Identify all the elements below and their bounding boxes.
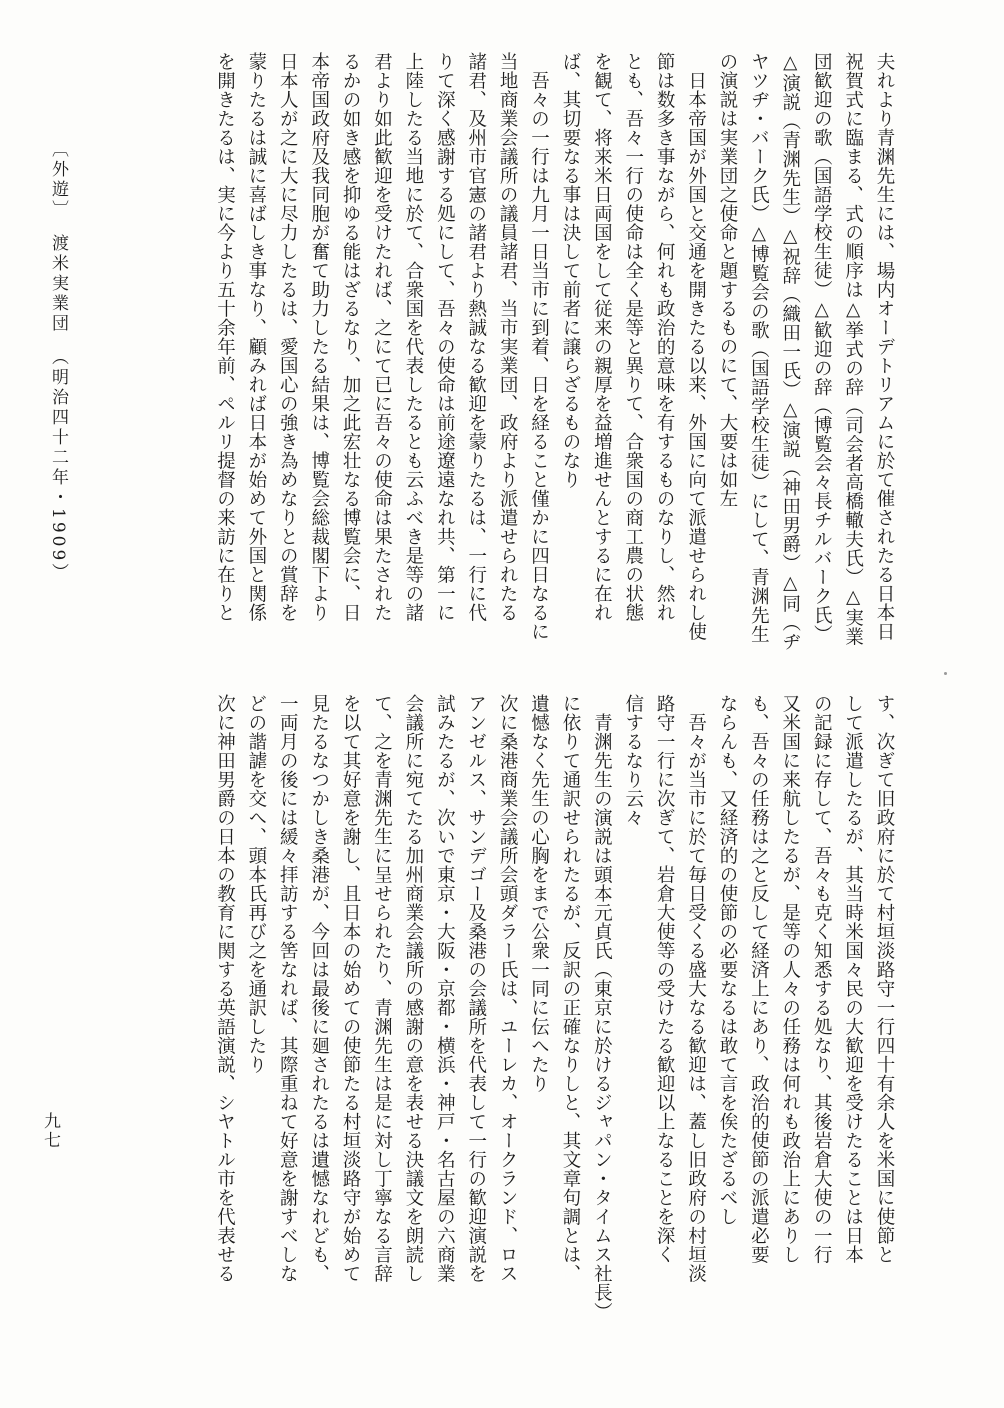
text-line: 上陸したる当地に於て、合衆国を代表したるとも云ふべき是等の諸 <box>402 52 424 622</box>
text-line: アンゼルス、サンデゴー及桑港の会議所を代表して一行の歓迎演説を <box>465 694 487 1283</box>
text-line: 会議所に宛てたる加州商業会議所の感謝の意を表せる決議文を朗読し <box>402 694 424 1283</box>
running-header <box>46 140 71 583</box>
page-number: 九七 <box>40 1112 60 1150</box>
text-line: 当地商業会議所の議員諸君、当市実業団、政府より派遣せられたる <box>497 52 519 622</box>
text-line: 次に桑港商業会議所会頭ダラー氏は、ユーレカ、オークランド、ロス <box>497 694 519 1283</box>
text-line: 又米国に来航したるが、是等の人々の任務は何れも政治上にありし <box>779 694 801 1264</box>
text-line: 蒙りたるは誠に喜ばしき事なり、顧みれば日本が始めて外国と関係 <box>245 52 267 622</box>
text-line: を開きたるは、実に今より五十余年前、ペルリ提督の来訪に在りと <box>214 52 236 622</box>
text-line: 吾々の一行は九月一日当市に到着、日を経ること僅かに四日なるに <box>528 52 550 641</box>
text-line: 祝賀式に臨まる、式の順序は△挙式の辞（司会者高橋轍夫氏）△実業 <box>842 52 864 646</box>
text-line: 見たるなつかしき桑港が、今回は最後に廻されたるは遺憾なれども、 <box>308 694 330 1283</box>
text-line: ヤツヂ・バーク氏）△博覧会の歌（国語学校生徒）にして、青渊先生 <box>748 52 770 644</box>
text-line: 諸君、及州市官憲の諸君より熱誠なる歓迎を蒙りたるは、一行に代 <box>465 52 487 622</box>
text-line: ならんも、又経済的の使節の必要なるは敢て言を俟たざるべし <box>716 694 738 1226</box>
lower-text-block <box>209 694 900 1324</box>
text-line: 君より如此歓迎を受けたれば、之にて已に吾々の使命は果たされた <box>371 52 393 622</box>
text-line: 青渊先生の演説は頭本元貞氏（東京に於けるジャパン・タイムス社長） <box>591 694 613 1321</box>
text-line: 一両月の後には緩々拝訪する筈なれば、其際重ねて好意を謝すべしな <box>277 694 299 1283</box>
text-line: の記録に存して、吾々も克く知悉する処なり、其後岩倉大使の一行 <box>811 694 833 1264</box>
chapter-title: 渡米実業団 <box>48 234 68 334</box>
text-line: どの諧謔を交へ、頭本氏再び之を通訳したり <box>245 694 267 1074</box>
text-line: 試みたるが、次いで東京・大阪・京都・横浜・神戸・名古屋の六商業 <box>434 694 456 1283</box>
text-line: 団歓迎の歌（国語学校生徒）△歓迎の辞（博覧会々長チルバーク氏） <box>811 52 833 644</box>
text-line: 遺憾なく先生の心胸をまで公衆一同に伝へたり <box>528 694 550 1093</box>
section-label: 〔外遊〕 <box>48 140 68 220</box>
text-line: て、之を青渊先生に呈せられたり、青渊先生は是に対し丁寧なる言辞 <box>371 694 393 1283</box>
text-line: とも、吾々一行の使命は全く是等と異りて、合衆国の商工農の状態 <box>622 52 644 622</box>
era-label: （明治四十二年・1909） <box>48 348 68 584</box>
text-line: 吾々が当市に於て毎日受くる盛大なる歓迎は、蓋し旧政府の村垣淡 <box>685 694 707 1283</box>
text-line: 信するなり云々 <box>622 694 644 827</box>
text-line: す、次ぎて旧政府に於て村垣淡路守一行四十有余人を米国に使節と <box>874 694 895 1264</box>
text-line: 次に神田男爵の日本の教育に関する英語演説、シヤトル市を代表せる <box>214 694 236 1283</box>
text-line: を観て、将来米日両国をして従来の親厚を益増進せんとするに在れ <box>591 52 613 622</box>
text-line: 節は数多き事ながら、何れも政治的意味を有するものなりし、然れ <box>654 52 676 622</box>
text-line: 日本帝国が外国と交通を開きたる以来、外国に向て派遣せられし使 <box>685 52 707 641</box>
text-line: 本帝国政府及我同胞が奮て助力したる結果は、博覧会総裁閣下より <box>308 52 330 622</box>
text-line: して派遣したるが、其当時米国々民の大歓迎を受けたることは日本 <box>842 694 864 1264</box>
text-line: の演説は実業団之使命と題するものにて、大要は如左 <box>716 52 738 508</box>
text-line: りて深く感謝する処にして、吾々の使命は前途遼遠なれ共、第一に <box>434 52 456 622</box>
text-line: も、吾々の任務は之と反して経済上にあり、政治的使節の派遣必要 <box>748 694 770 1264</box>
text-line: △演説（青渊先生）△祝辞（織田一氏）△演説（神田男爵）△同（ヂ <box>779 52 801 651</box>
text-line: るかの如き感を抑ゆる能はざるなり、加之此宏壮なる博覧会に、日 <box>340 52 362 622</box>
text-line: 路守一行に次ぎて、岩倉大使等の受けたる歓迎以上なることを深く <box>654 694 676 1264</box>
text-line: 日本人が之に大に尽力したるは、愛国心の強き為めなりとの賞辞を <box>277 52 299 622</box>
text-line: を以て其好意を謝し、且日本の始めての使節たる村垣淡路守が始めて <box>340 694 362 1283</box>
center-dot <box>944 672 947 675</box>
text-line: ば、其切要なる事は決して前者に譲らざるものなり <box>559 52 581 489</box>
text-line: に依りて通訳せられたるが、反訳の正確なりしと、其文章句調とは、 <box>559 694 581 1283</box>
text-line: 夫れより青渊先生には、場内オーデトリアムに於て催されたる日本日 <box>874 52 895 641</box>
upper-text-block <box>209 52 900 652</box>
